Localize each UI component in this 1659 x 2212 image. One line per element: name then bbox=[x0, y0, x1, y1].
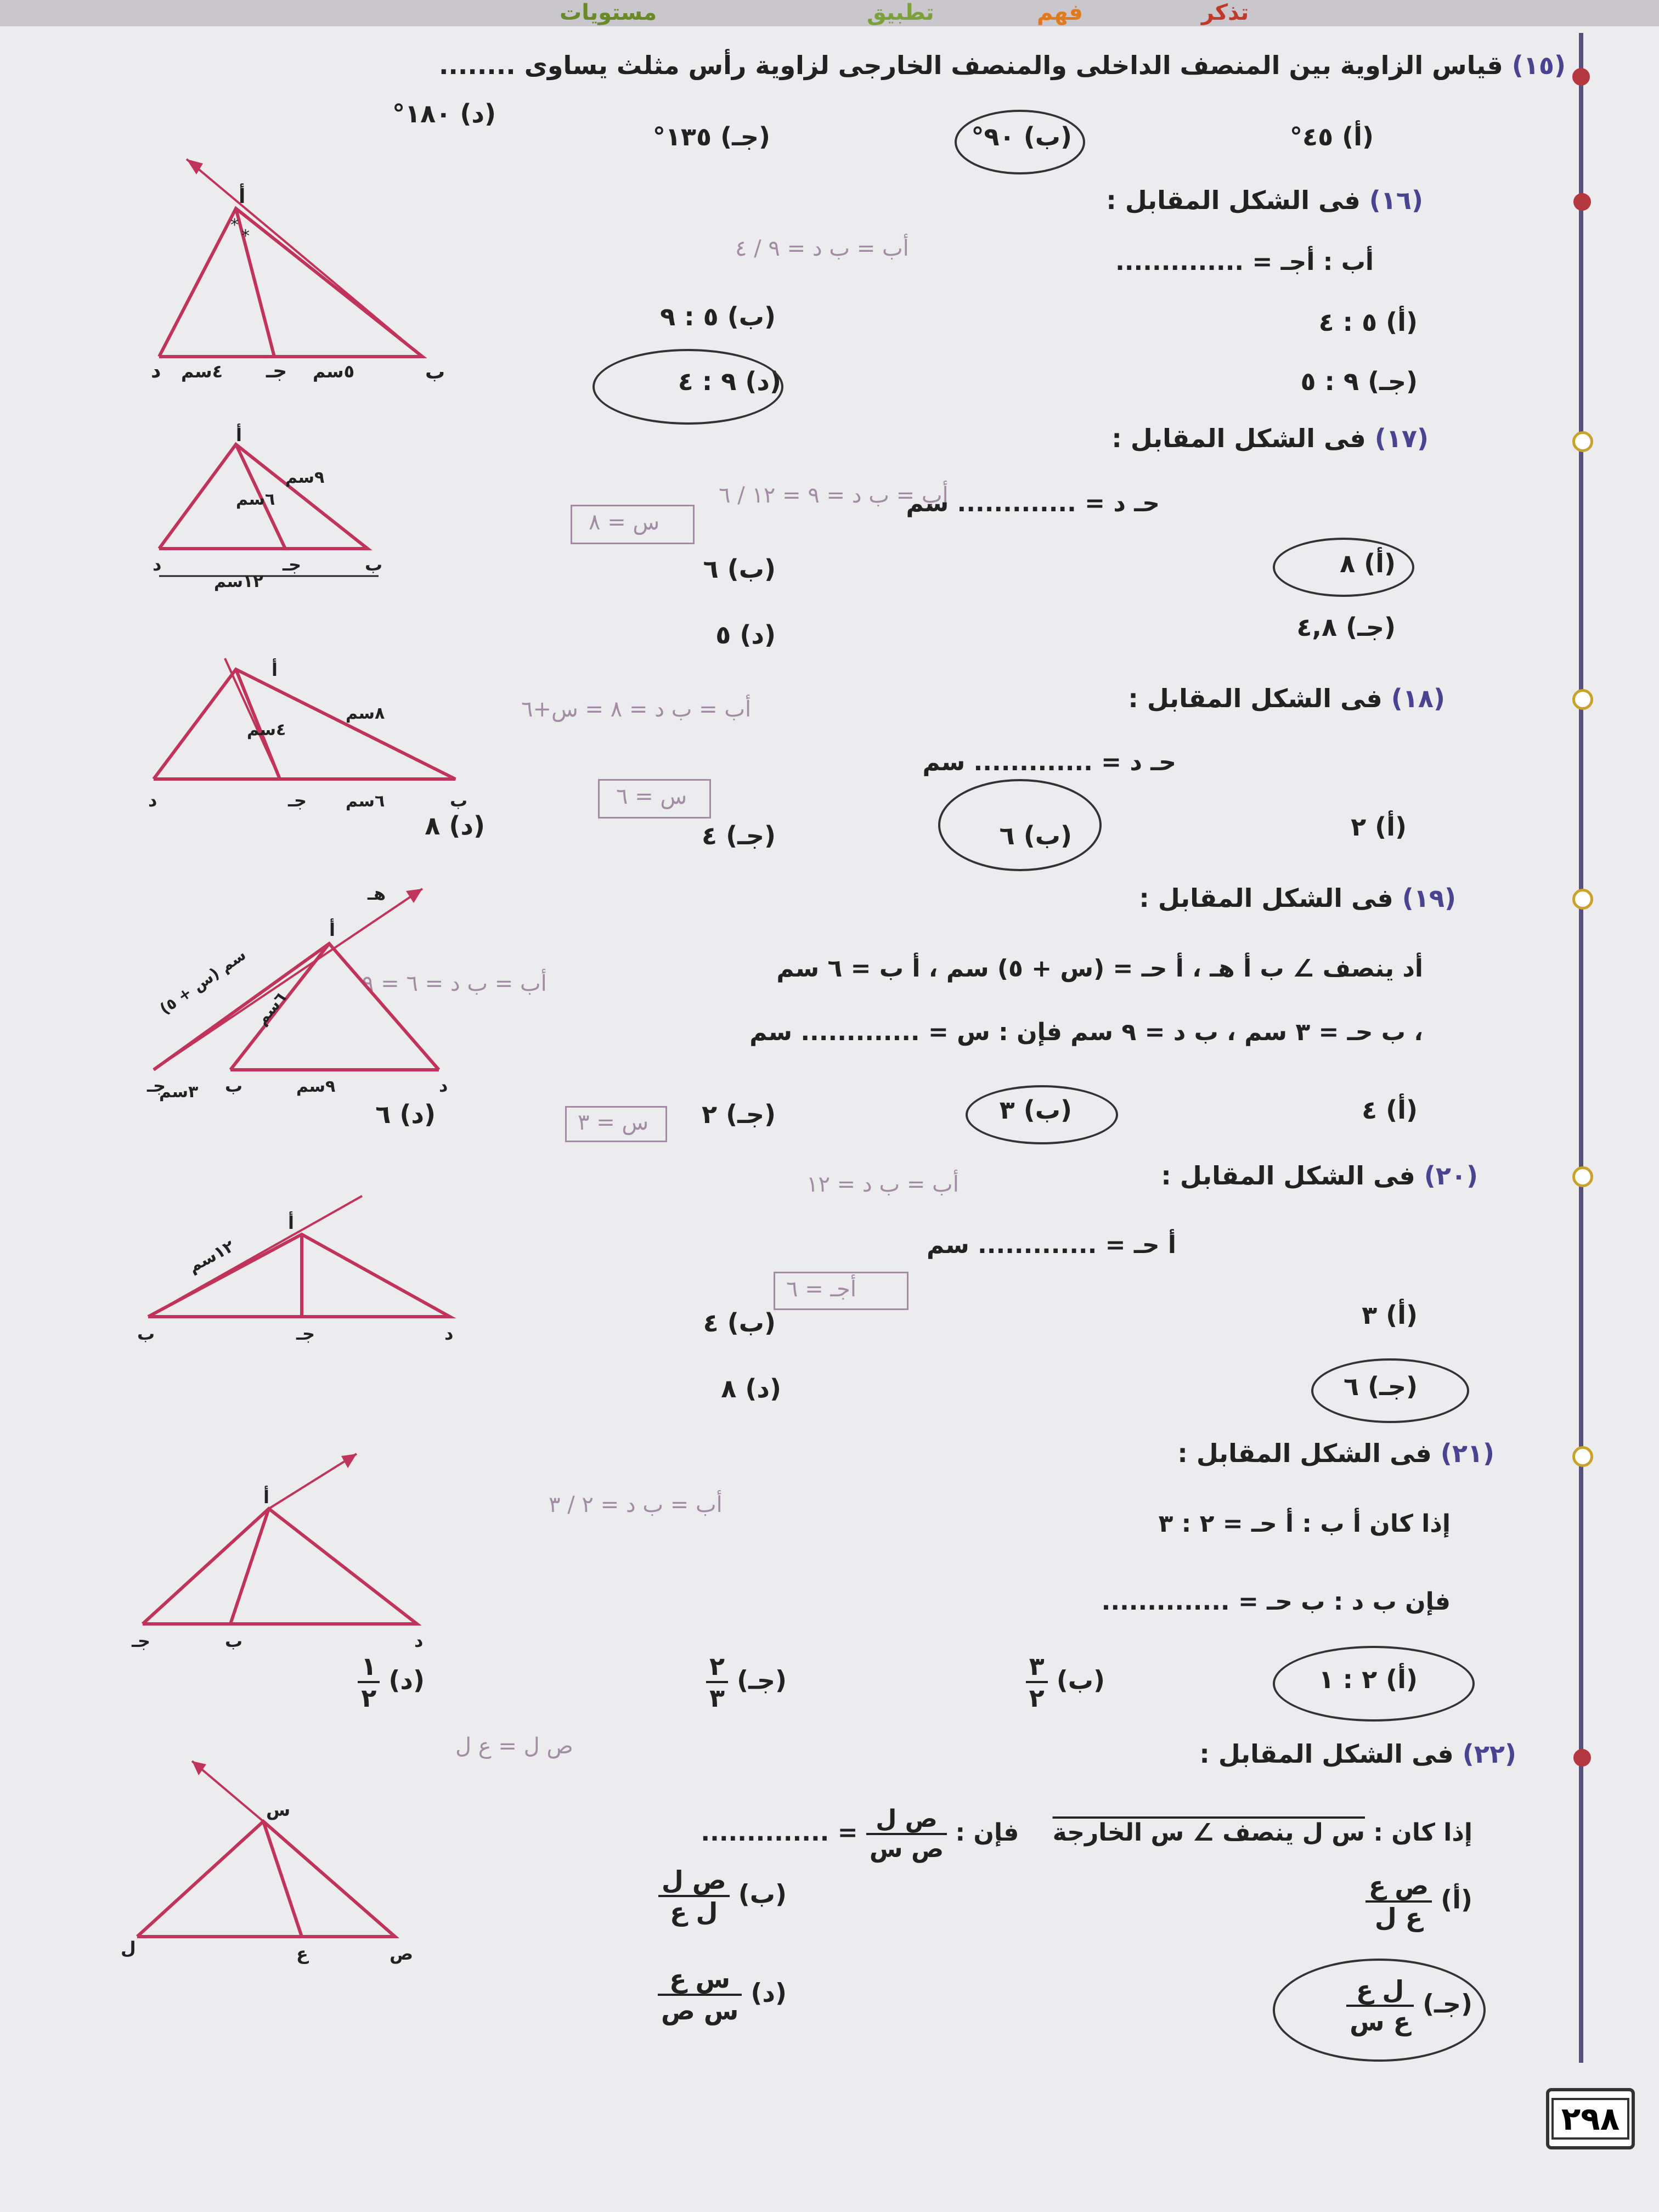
q17-line: حـ د = ............. سم bbox=[906, 489, 1160, 517]
q16-option-a: (أ) ٥ : ٤ bbox=[1318, 307, 1418, 337]
q18-length-8: ٨سم bbox=[346, 704, 385, 723]
q18-option-c: (جـ) ٤ bbox=[701, 821, 776, 850]
q19-option-d: (د) ٦ bbox=[375, 1099, 436, 1129]
q20-label-a: أ bbox=[288, 1212, 294, 1233]
q20-option-a: (أ) ٣ bbox=[1362, 1300, 1418, 1330]
answer-box: س = ٣ bbox=[565, 1106, 667, 1142]
answer-circle bbox=[1273, 538, 1414, 597]
q16-label-a: أ bbox=[239, 185, 246, 208]
fraction: $\frac{٣}{٢}$ bbox=[1026, 1651, 1048, 1713]
tag-understand: فهم bbox=[1037, 0, 1083, 25]
fraction: $\frac{١}{٢}$ bbox=[358, 1651, 380, 1713]
q18-length-4: ٤سم bbox=[247, 720, 286, 740]
handwriting-q22: ص ل = ع ل bbox=[455, 1734, 573, 1759]
q20-ray bbox=[148, 1196, 362, 1317]
q16-label-b: ب bbox=[425, 361, 445, 383]
q19-triangle bbox=[154, 944, 439, 1070]
q19-label-a: أ bbox=[329, 919, 335, 940]
q18-option-d: (د) ٨ bbox=[425, 811, 485, 840]
q22-option-a: (أ) $\frac{\text{ص ع}}{\text{ع ل}}$ bbox=[1365, 1871, 1472, 1932]
q20-line: أ حـ = ............. سم bbox=[926, 1231, 1176, 1259]
answer-box: س = ٨ bbox=[571, 505, 695, 544]
q16-option-c: (جـ) ٩ : ٥ bbox=[1300, 366, 1418, 396]
q22-option-d: (د) $\frac{\text{س ع}}{\text{س ص}}$ bbox=[658, 1964, 787, 2025]
q19-length-6: ٦سم bbox=[252, 989, 290, 1029]
q21-option-c: (جـ) $\frac{٢}{٣}$ bbox=[706, 1651, 787, 1713]
q19-label-c: جـ bbox=[147, 1075, 166, 1096]
q20-option-c: (جـ) ٦ bbox=[1343, 1372, 1418, 1401]
answer-circle bbox=[1311, 1358, 1469, 1423]
q22-stem: (٢٢) فى الشكل المقابل : bbox=[1199, 1739, 1516, 1769]
q20-label-b: ب bbox=[137, 1323, 155, 1344]
q22-label-lam: ل bbox=[121, 1938, 136, 1959]
q19-label-d: د bbox=[439, 1075, 448, 1096]
q16-option-d: (د) ٩ : ٤ bbox=[678, 366, 781, 396]
q16-option-b: (ب) ٥ : ٩ bbox=[660, 302, 776, 331]
q19-length-x5: (س + ٥) سم bbox=[156, 945, 250, 1018]
fraction: $\frac{\text{ص ل}}{\text{ص س}}$ bbox=[866, 1805, 947, 1863]
q15-stem: (١٥) قياس الزاوية بين المنصف الداخلى والمنصف الخارجى لزاوية رأس مثلث يساوى ........ bbox=[438, 50, 1566, 80]
q17-stem: (١٧) فى الشكل المقابل : bbox=[1111, 424, 1429, 453]
q20-label-d: د bbox=[444, 1323, 454, 1344]
rail-dot bbox=[1572, 1166, 1593, 1187]
q15-option-a: (أ) ٤٥° bbox=[1290, 122, 1374, 151]
q18-label-d: د bbox=[148, 790, 157, 811]
q16-label-d: د bbox=[151, 360, 161, 382]
handwriting-q21: أب = ب د = ٢ / ٣ bbox=[549, 1492, 723, 1517]
q19-option-c: (جـ) ٢ bbox=[701, 1099, 776, 1129]
q20-length-12: ١٢سم bbox=[185, 1237, 238, 1277]
q21-label-d: د bbox=[414, 1630, 424, 1651]
rail-dot bbox=[1572, 431, 1593, 452]
q21-stem: (٢١) فى الشكل المقابل : bbox=[1177, 1438, 1494, 1468]
answer-circle bbox=[966, 1085, 1118, 1144]
rail-dot bbox=[1572, 1446, 1593, 1467]
rail-dot bbox=[1573, 193, 1591, 211]
q22-ray bbox=[192, 1761, 263, 1821]
handwriting-q17: أب = ب د = ٩ = ١٢ / ٦ bbox=[719, 483, 949, 508]
q17-length-9: ٩سم bbox=[285, 468, 325, 487]
q21-label-c: جـ bbox=[132, 1630, 150, 1651]
q16-ray bbox=[187, 159, 422, 357]
q16-stem: (١٦) فى الشكل المقابل : bbox=[1106, 185, 1423, 215]
q15-option-b: (ب) ٩٠° bbox=[971, 122, 1072, 151]
arrow-icon bbox=[192, 1761, 206, 1775]
q17-option-c: (جـ) ٤,٨ bbox=[1296, 612, 1396, 642]
tag-apply: تطبيق bbox=[867, 0, 934, 25]
fraction: $\frac{\text{ل ع}}{\text{ع س}}$ bbox=[1346, 1975, 1414, 2036]
q18-length-6: ٦سم bbox=[346, 792, 385, 811]
answer-circle bbox=[938, 779, 1102, 871]
q17-label-b: ب bbox=[365, 554, 383, 575]
q22-option-b: (ب) $\frac{\text{ص ل}}{\text{ل ع}}$ bbox=[658, 1865, 787, 1927]
q16-figure bbox=[148, 148, 455, 395]
q17-option-d: (د) ٥ bbox=[715, 620, 776, 650]
rail-dot bbox=[1572, 689, 1593, 710]
q19-stem: (١٩) فى الشكل المقابل : bbox=[1139, 883, 1456, 913]
q16-label-c: جـ bbox=[266, 360, 287, 382]
q16-length-5: ٥سم bbox=[313, 361, 355, 382]
q21-option-a: (أ) ٢ : ١ bbox=[1318, 1664, 1418, 1694]
answer-box: أجـ = ٦ bbox=[774, 1272, 909, 1310]
q19-figure bbox=[143, 883, 461, 1114]
q15-option-d: (د) ١٨٠° bbox=[392, 99, 496, 128]
rail-dot bbox=[1573, 1749, 1591, 1767]
rail-dot bbox=[1572, 889, 1593, 910]
q21-option-b: (ب) $\frac{٣}{٢}$ bbox=[1026, 1651, 1105, 1713]
q17-option-b: (ب) ٦ bbox=[703, 554, 776, 584]
q22-figure bbox=[121, 1756, 450, 1964]
answer-circle bbox=[1273, 1646, 1475, 1722]
q20-label-c: جـ bbox=[296, 1323, 315, 1344]
answer-circle bbox=[1273, 1959, 1486, 2062]
q22-label-s: س bbox=[266, 1799, 291, 1820]
svg-text:*: * bbox=[241, 227, 250, 246]
q21-ray bbox=[269, 1454, 357, 1509]
q20-option-b: (ب) ٤ bbox=[703, 1308, 776, 1338]
q17-option-a: (أ) ٨ bbox=[1340, 549, 1396, 578]
rail-dot bbox=[1572, 68, 1590, 86]
q17-label-d: د bbox=[153, 554, 162, 575]
q18-option-a: (أ) ٢ bbox=[1351, 812, 1407, 842]
q18-figure bbox=[148, 653, 466, 817]
header-bar bbox=[0, 0, 1659, 26]
arrow-icon bbox=[406, 889, 422, 903]
q19-option-b: (ب) ٣ bbox=[999, 1095, 1072, 1125]
q19-length-3: ٣سم bbox=[159, 1082, 199, 1102]
fraction: $\frac{\text{س ع}}{\text{س ص}}$ bbox=[658, 1964, 742, 2025]
answer-circle bbox=[592, 349, 783, 425]
q17-label-a: أ bbox=[236, 425, 242, 445]
q19-line1: أد ينصف ∠ ب أ هـ ، أ حـ = (س + ٥) سم ، أ ب = ٦ سم bbox=[776, 955, 1423, 983]
q18-label-b: ب bbox=[450, 790, 468, 811]
q17-label-c: جـ bbox=[283, 554, 301, 575]
tag-levels: مستويات bbox=[560, 0, 657, 25]
q16-length-4: ٤سم bbox=[181, 361, 223, 382]
q17-length-6: ٦سم bbox=[236, 490, 275, 509]
fraction: $\frac{\text{ص ل}}{\text{ل ع}}$ bbox=[658, 1865, 730, 1927]
q21-figure bbox=[132, 1448, 450, 1651]
fraction: $\frac{٢}{٣}$ bbox=[706, 1651, 728, 1713]
q17-length-12: ١٢سم bbox=[214, 572, 263, 591]
q22-label-sad: ص bbox=[390, 1943, 414, 1964]
svg-text:*: * bbox=[230, 216, 239, 235]
q21-line1: إذا كان أ ب : أ حـ = ٢ : ٣ bbox=[1158, 1510, 1451, 1538]
answer-circle bbox=[955, 110, 1085, 174]
q22-option-c: (جـ) $\frac{\text{ل ع}}{\text{ع س}}$ bbox=[1346, 1975, 1472, 2036]
q18-triangle bbox=[154, 669, 455, 779]
q21-triangle bbox=[143, 1509, 417, 1624]
q21-label-b: ب bbox=[225, 1630, 243, 1651]
q19-option-a: (أ) ٤ bbox=[1362, 1095, 1418, 1125]
page-number: ٢٩٨ bbox=[1546, 2088, 1635, 2149]
q19-length-9: ٩سم bbox=[296, 1077, 336, 1096]
fraction: $\frac{\text{ص ع}}{\text{ع ل}}$ bbox=[1365, 1871, 1432, 1932]
tag-remember: تذكر bbox=[1201, 0, 1249, 25]
q20-figure bbox=[137, 1196, 477, 1344]
q21-option-d: (د) $\frac{١}{٢}$ bbox=[358, 1651, 425, 1713]
handwriting-q20: أب = ب د = ١٢ bbox=[806, 1172, 959, 1197]
q21-label-a: أ bbox=[263, 1487, 269, 1508]
q18-option-b: (ب) ٦ bbox=[999, 821, 1072, 850]
q20-stem: (٢٠) فى الشكل المقابل : bbox=[1161, 1161, 1478, 1190]
q22-line1: إذا كان : س ل ينصف ∠ س الخارجة فإن : $\frac{\text{ص ل}}{\text{ص س}}$ = .............. bbox=[701, 1805, 1472, 1863]
handwriting-q18: أب = ب د = ٨ = س+٦ bbox=[521, 697, 752, 722]
q19-label-b: ب bbox=[225, 1075, 243, 1096]
handwriting-q19: أب = ب د = ٦ = ٩ bbox=[362, 971, 547, 996]
q19-label-e: هـ bbox=[368, 883, 386, 904]
q18-label-c: جـ bbox=[288, 790, 307, 811]
handwriting-q16: أب = ب د = ٩ / ٤ bbox=[735, 236, 909, 261]
q15-option-c: (جـ) ١٣٥° bbox=[652, 122, 770, 151]
q19-line2: ، ب حـ = ٣ سم ، ب د = ٩ سم فإن : س = ............. سم bbox=[749, 1018, 1423, 1046]
q18-line: حـ د = ............. سم bbox=[922, 748, 1176, 776]
q17-figure bbox=[148, 425, 400, 592]
q21-line2: فإن ب د : ب حـ = .............. bbox=[1101, 1588, 1451, 1616]
q20-option-d: (د) ٨ bbox=[721, 1374, 781, 1403]
q16-triangle bbox=[159, 208, 422, 357]
q22-label-ain: ع bbox=[296, 1943, 308, 1964]
q18-label-a: أ bbox=[272, 659, 278, 680]
q16-line: أب : أجـ = .............. bbox=[1115, 248, 1374, 276]
q22-triangle bbox=[137, 1821, 395, 1937]
answer-box: س = ٦ bbox=[598, 779, 711, 819]
q18-stem: (١٨) فى الشكل المقابل : bbox=[1128, 684, 1445, 713]
